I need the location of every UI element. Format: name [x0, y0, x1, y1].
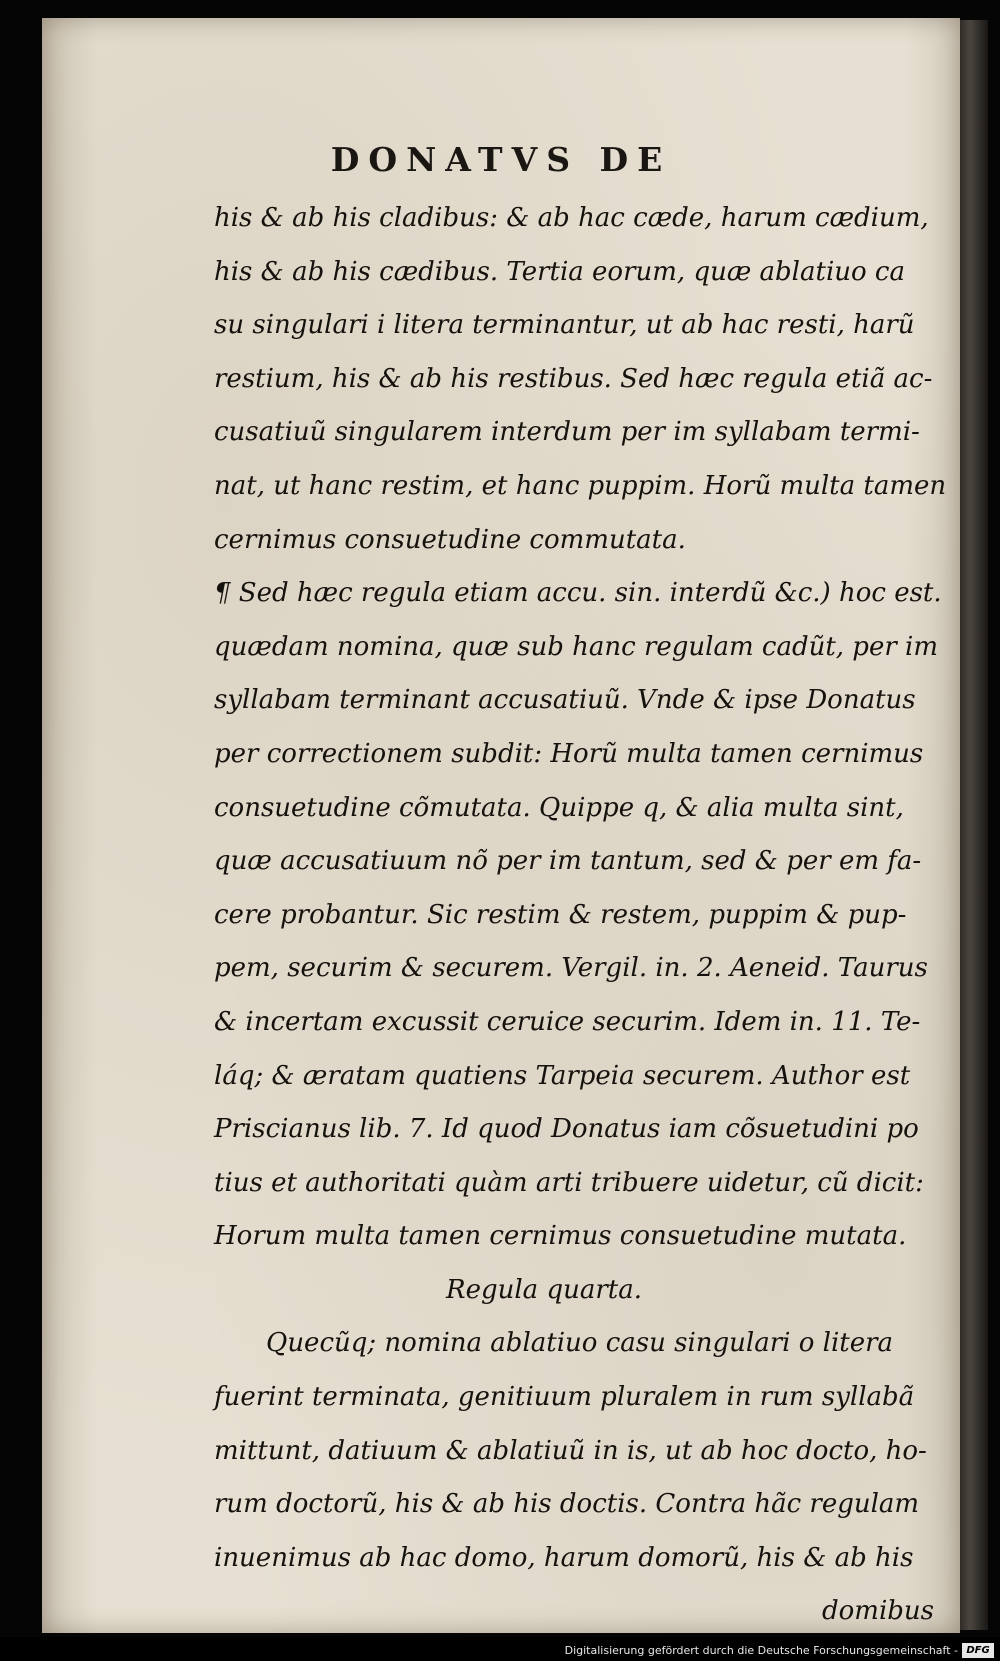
text-line: mittunt, datiuum & ablatiuũ in is, ut ab hoc docto, ho-	[214, 1435, 927, 1466]
text-line: syllabam terminant accusatiuũ. Vnde & ipse Donatus	[214, 685, 916, 716]
text-line: quædam nomina, quæ sub hanc regulam cadũt, per im	[214, 631, 939, 662]
text-line: ¶ Sed hæc regula etiam accu. sin. interdũ &c.) hoc est.	[214, 578, 942, 609]
text-line: pem, securim & securem. Vergil. in. 2. Aeneid. Taurus	[214, 953, 928, 984]
text-line: per correctionem subdit: Horũ multa tamen cernimus	[214, 738, 924, 769]
text-line: rum doctorũ, his & ab his doctis. Contra hãc regulam	[214, 1489, 920, 1520]
section-heading: Regula quarta.	[446, 1274, 642, 1305]
text-line: Quecũq; nomina ablatiuo casu singulari o litera	[266, 1328, 894, 1359]
text-line: láq; & æratam quatiens Tarpeia securem. Author est	[214, 1060, 911, 1091]
text-line: his & ab his cædibus. Tertia eorum, quæ ablatiuo ca	[214, 256, 905, 287]
text-line: & incertam excussit ceruice securim. Idem in. 11. Te-	[214, 1006, 921, 1037]
text-line: fuerint terminata, genitiuum pluralem in rum syllabã	[214, 1382, 915, 1413]
text-line: cusatiuũ singularem interdum per im syllabam termi-	[214, 417, 920, 448]
footer-bar	[0, 1637, 1000, 1661]
main-text	[214, 192, 947, 1639]
text-line: cernimus consuetudine commutata.	[214, 524, 686, 555]
text-line: his & ab his cladibus: & ab hac cæde, harum cædium,	[214, 203, 929, 233]
text-line: consuetudine cõmutata. Quippe q, & alia multa sint,	[214, 792, 904, 823]
text-line: nat, ut hanc restim, et hanc puppim. Horũ multa tamen	[214, 470, 947, 501]
dfg-logo: DFG	[962, 1643, 994, 1658]
book-page	[42, 18, 960, 1633]
text-line: tius et authoritati quàm arti tribuere uidetur, cũ dicit:	[214, 1167, 924, 1198]
running-head: DONATVS DE	[330, 140, 672, 179]
text-line: cere probantur. Sic restim & restem, puppim & pup-	[214, 899, 907, 930]
text-line: quæ accusatiuum nõ per im tantum, sed & per em fa-	[214, 846, 922, 877]
page-edge	[958, 20, 988, 1630]
text-line: restium, his & ab his restibus. Sed hæc regula etiã ac-	[214, 363, 933, 394]
text-line: Horum multa tamen cernimus consuetudine mutata.	[214, 1221, 907, 1252]
text-line: Priscianus lib. 7. Id quod Donatus iam cõsuetudini po	[214, 1114, 919, 1145]
text-line: inuenimus ab hac domo, harum domorũ, his & ab his	[214, 1542, 914, 1573]
text-line: su singulari i litera terminantur, ut ab hac resti, harũ	[214, 310, 915, 341]
funding-notice: Digitalisierung gefördert durch die Deutsche Forschungsgemeinschaft -	[564, 1644, 958, 1657]
catchword: domibus	[822, 1596, 934, 1627]
